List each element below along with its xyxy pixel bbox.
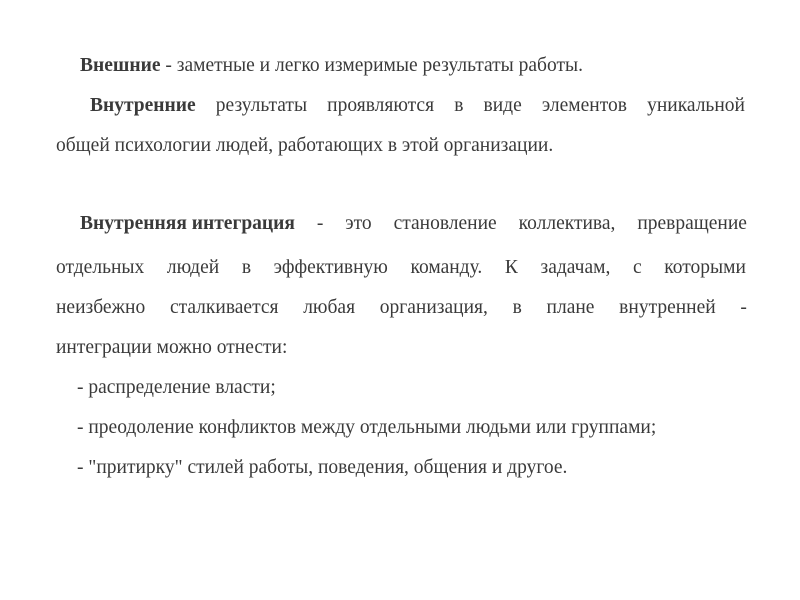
word: неизбежно	[56, 297, 146, 318]
word: в	[512, 297, 522, 318]
word: задачам,	[540, 257, 611, 278]
word: людей	[166, 257, 220, 278]
word: в	[454, 95, 464, 116]
word: коллектива,	[518, 213, 616, 234]
paragraph-integration-line-2	[56, 256, 746, 280]
paragraph-integration-line-3	[56, 296, 747, 320]
paragraph-integration-line-4: интеграции можно отнести:	[56, 337, 288, 358]
word: отдельных	[56, 257, 145, 278]
list-item: - преодоление конфликтов между отдельными людьми или группами;	[77, 417, 657, 438]
word: команду.	[410, 257, 483, 278]
word: К	[504, 257, 518, 278]
paragraph-external	[80, 54, 583, 78]
term-integration: Внутренняя интеграция	[80, 213, 295, 234]
paragraph-internal-line-2: общей психологии людей, работающих в этой организации.	[56, 135, 554, 156]
word: -	[740, 297, 747, 318]
word: -	[316, 213, 324, 234]
word: проявляются	[327, 95, 435, 116]
word: элементов	[541, 95, 627, 116]
list-item: - распределение власти;	[77, 377, 276, 398]
word: результаты	[215, 95, 308, 116]
word: сталкивается	[169, 297, 279, 318]
word: организация,	[379, 297, 488, 318]
word: превращение	[637, 213, 747, 234]
word: эффективную	[273, 257, 388, 278]
external-definition: - заметные и легко измеримые результаты работы.	[160, 55, 583, 76]
paragraph-integration-line-1	[80, 212, 747, 236]
word: виде	[483, 95, 522, 116]
word: которыми	[664, 257, 746, 278]
word: с	[633, 257, 642, 278]
word: в	[241, 257, 252, 278]
term-internal: Внутренние	[90, 95, 196, 116]
list-item: - "притирку" стилей работы, поведения, общения и другое.	[77, 457, 568, 478]
word: любая	[303, 297, 356, 318]
term-external: Внешние	[80, 55, 161, 76]
word: становление	[393, 213, 497, 234]
word: уникальной	[647, 95, 745, 116]
word: это	[345, 213, 372, 234]
word: плане	[546, 297, 595, 318]
word: внутренней	[619, 297, 716, 318]
paragraph-internal-line-1	[90, 94, 745, 118]
